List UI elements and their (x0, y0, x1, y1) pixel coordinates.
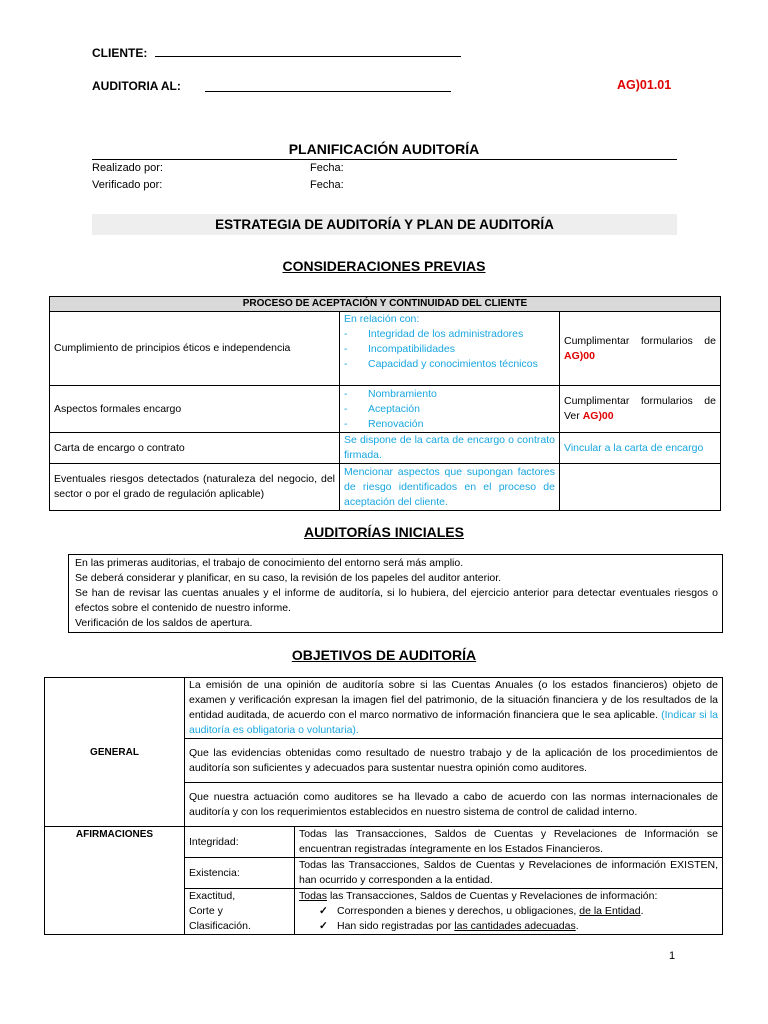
engagement-letter-link[interactable]: Vincular a la carta de encargo (560, 433, 721, 464)
action-code: AG)00 (582, 410, 614, 422)
check-item: ✓ Corresponden a bienes y derechos, u obligaciones, de la Entidad. (299, 904, 718, 919)
initial-audits-box (68, 554, 723, 633)
row-note: Mencionar aspectos que supongan factores de riesgo identificados en el proceso de aceptación del cliente. (340, 464, 560, 511)
row-label: Cumplimiento de principios éticos e independencia (50, 312, 340, 386)
check-underlined: las cantidades adecuadas (454, 920, 576, 932)
list-item: - Aceptación (344, 402, 555, 417)
row-label: Eventuales riesgos detectados (naturaleza del negocio, del sector o por el grado de regulación aplicable) (50, 464, 340, 511)
check-underlined: de la Entidad (579, 905, 641, 917)
check-item: ✓ Han sido registradas por las cantidades adecuadas. (299, 919, 718, 934)
assertions-label: AFIRMACIONES (45, 827, 185, 935)
assertion-name: Existencia: (185, 858, 295, 889)
date-label-2: Fecha: (310, 179, 344, 191)
assertion-desc (295, 889, 723, 935)
acceptance-header-cell: PROCESO DE ACEPTACIÓN Y CONTINUIDAD DEL CLIENTE (50, 297, 721, 312)
row-label: Aspectos formales encargo (50, 386, 340, 433)
assertion-name: Integridad: (185, 827, 295, 858)
table-row (45, 678, 723, 739)
made-by-label: Realizado por: (92, 162, 163, 174)
assertion-name-line: Corte y (189, 905, 223, 917)
general-objective-2: Que las evidencias obtenidas como resultado de nuestro trabajo y de la aplicación de los procedimientos de auditoría son suficientes y adecuados para sustentar nuestra opinión como auditores. (185, 739, 723, 783)
assertion-desc-underlined: Todas (299, 890, 328, 902)
objectives-table (44, 677, 723, 935)
general-label: GENERAL (45, 678, 185, 827)
row-intro: En relación con: (344, 313, 420, 325)
initial-line: Se han de revisar las cuentas anuales y el informe de auditoría, si lo hubiera, del ejercicio anterior para detectar eventuales riesgos o efectos sobre el contenido de nuestro informe. (75, 587, 718, 614)
verified-by-label: Verificado por: (92, 179, 163, 191)
assertion-name-line: Clasificación. (189, 920, 251, 932)
assertion-desc: Todas las Transacciones, Saldos de Cuentas y Revelaciones de Información se encuentran registradas íntegramente en los Estados Financieros. (295, 827, 723, 858)
assertion-desc: Todas las Transacciones, Saldos de Cuentas y Revelaciones de información EXISTEN, han ocurrido y corresponden a la entidad. (295, 858, 723, 889)
audit-label: AUDITORIA AL: (92, 79, 181, 93)
title-divider (92, 159, 677, 160)
initial-audits-title: AUDITORÍAS INICIALES (304, 524, 464, 540)
list-item: - Renovación (344, 417, 555, 432)
action-code: AG)00 (564, 349, 595, 362)
acceptance-table (49, 296, 721, 511)
prior-considerations-title: CONSIDERACIONES PREVIAS (282, 258, 486, 274)
page-number: 1 (669, 950, 676, 962)
general-objective-1 (185, 678, 723, 739)
list-item: - Incompatibilidades (344, 342, 555, 357)
initial-line: Verificación de los saldos de apertura. (75, 617, 253, 629)
row-label: Carta de encargo o contrato (50, 433, 340, 464)
table-row (50, 386, 721, 433)
acceptance-table-header (50, 297, 721, 312)
strategy-title: ESTRATEGIA DE AUDITORÍA Y PLAN DE AUDITORÍA (92, 214, 677, 235)
initial-line: Se deberá considerar y planificar, en su caso, la revisión de los papeles del auditor anterior. (75, 572, 502, 584)
initial-line: En las primeras auditorias, el trabajo de conocimiento del entorno será más amplio. (75, 557, 464, 569)
action-text: Cumplimentar formularios de Ver (564, 395, 716, 422)
general-objective-3: Que nuestra actuación como auditores se ha llevado a cabo de acuerdo con las normas internacionales de auditoría y con los requerimientos establecidos en nuestro sistema de control de calidad interno. (185, 783, 723, 827)
form-code: AG)01.01 (617, 78, 672, 92)
row-action (560, 312, 721, 386)
assertion-desc-text: las Transacciones, Saldos de Cuentas y Revelaciones de información: (327, 890, 658, 902)
table-row (45, 827, 723, 858)
check-text: Corresponden a bienes y derechos, u obligaciones, (337, 905, 580, 917)
audit-date-field[interactable] (205, 80, 451, 92)
objectives-title: OBJETIVOS DE AUDITORÍA (291, 647, 477, 663)
assertion-name (185, 889, 295, 935)
row-empty-cell (560, 464, 721, 511)
row-note: Se dispone de la carta de encargo o contrato firmada. (340, 433, 560, 464)
planning-title: PLANIFICACIÓN AUDITORÍA (288, 141, 480, 157)
list-item: - Nombramiento (344, 387, 555, 402)
list-item: - Capacidad y conocimientos técnicos (344, 357, 555, 372)
list-item: - Integridad de los administradores (344, 327, 555, 342)
assertion-name-line: Exactitud, (189, 890, 236, 902)
row-detail (340, 312, 560, 386)
action-text: Cumplimentar formularios de (564, 334, 716, 347)
row-detail (340, 386, 560, 433)
general-note: (Indicar si la auditoría es obligatoria o voluntaria). (189, 709, 719, 736)
check-text: Han sido registradas por (337, 920, 455, 932)
date-label-1: Fecha: (310, 162, 344, 174)
row-action (560, 386, 721, 433)
client-label: CLIENTE: (92, 46, 148, 60)
client-field[interactable] (155, 45, 461, 57)
table-row (50, 312, 721, 386)
client-row (92, 45, 461, 60)
table-row (50, 464, 721, 511)
table-row (50, 433, 721, 464)
general-text: La emisión de una opinión de auditoría sobre si las Cuentas Anuales (o los estados financieros) objeto de examen y verificación expresan la imagen fiel del patrimonio, de la situación financiera y de los resultados de la entidad auditada, de acuerdo con el marco normativo de información financiera que le sea aplicable. (189, 679, 718, 721)
